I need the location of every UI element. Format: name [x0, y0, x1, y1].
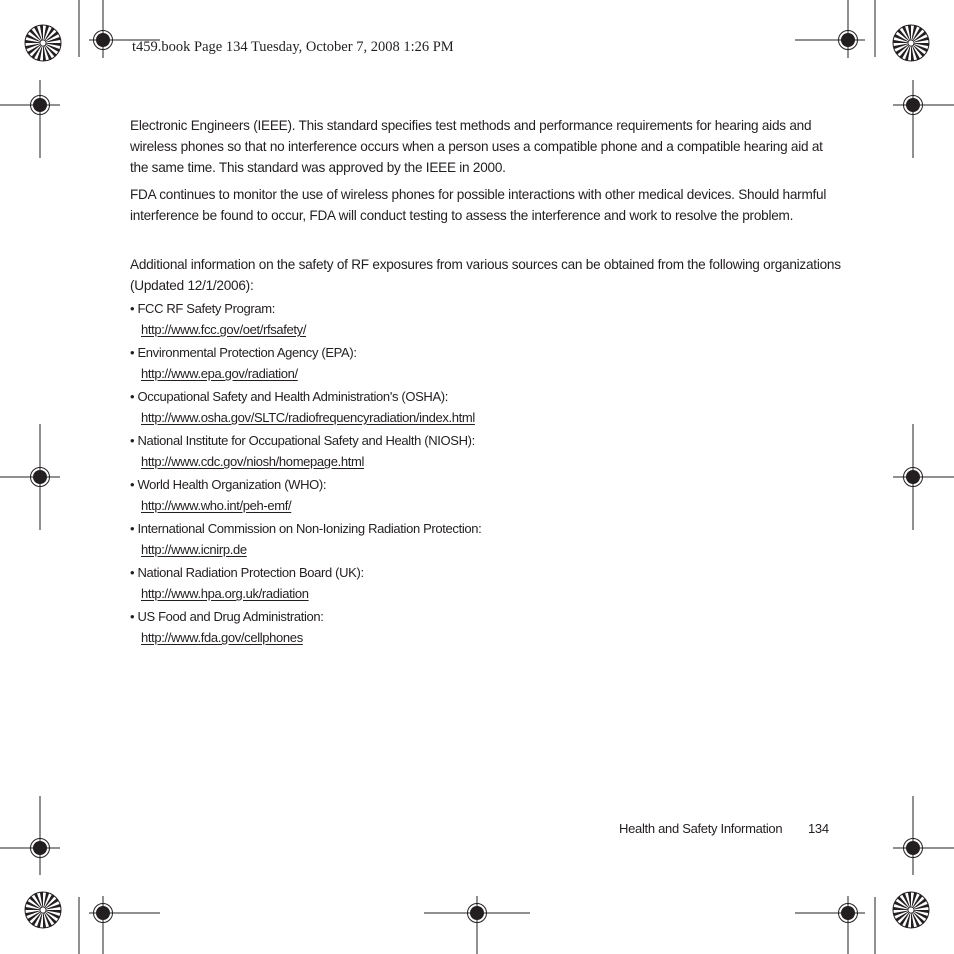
registration-quadrant [906, 848, 913, 855]
organization-link[interactable]: http://www.icnirp.de [141, 542, 247, 557]
organization-label: • FCC RF Safety Program: [130, 301, 275, 316]
registration-quadrant [841, 33, 848, 40]
registration-quadrant [906, 470, 913, 477]
registration-quadrant [103, 33, 110, 40]
registration-quadrant [40, 477, 47, 484]
organization-list [130, 298, 850, 650]
registration-quadrant [841, 40, 848, 47]
registration-quadrant [96, 33, 103, 40]
registration-quadrant [470, 906, 477, 913]
list-item [130, 386, 850, 430]
registration-quadrant [841, 913, 848, 920]
registration-quadrant [906, 98, 913, 105]
registration-quadrant [103, 40, 110, 47]
registration-quadrant [40, 98, 47, 105]
organization-label: • National Institute for Occupational Safety and Health (NIOSH): [130, 433, 475, 448]
list-item [130, 518, 850, 562]
list-item [130, 606, 850, 650]
organization-label: • Environmental Protection Agency (EPA): [130, 345, 357, 360]
registration-quadrant [96, 40, 103, 47]
registration-quadrant [913, 848, 920, 855]
registration-quadrant [103, 913, 110, 920]
organization-label: • International Commission on Non-Ionizing Radiation Protection: [130, 521, 482, 536]
organization-link[interactable]: http://www.hpa.org.uk/radiation [141, 586, 309, 601]
registration-quadrant [33, 98, 40, 105]
paragraph-additional-info: Additional information on the safety of RF exposures from various sources can be obtained from the following organizations (Updated 12/1/2006): [130, 257, 841, 293]
organization-link[interactable]: http://www.epa.gov/radiation/ [141, 366, 298, 381]
organization-label: • US Food and Drug Administration: [130, 609, 324, 624]
registration-quadrant [913, 477, 920, 484]
list-item [130, 562, 850, 606]
registration-quadrant [33, 477, 40, 484]
organization-link[interactable]: http://www.cdc.gov/niosh/homepage.html [141, 454, 364, 469]
registration-quadrant [848, 913, 855, 920]
registration-quadrant [913, 470, 920, 477]
registration-quadrant [848, 40, 855, 47]
organization-link[interactable]: http://www.fcc.gov/oet/rfsafety/ [141, 322, 307, 337]
organization-label: • National Radiation Protection Board (UK): [130, 565, 364, 580]
list-item [130, 342, 850, 386]
registration-quadrant [906, 105, 913, 112]
registration-quadrant [96, 906, 103, 913]
registration-quadrant [33, 105, 40, 112]
registration-quadrant [848, 33, 855, 40]
list-item [130, 474, 850, 518]
organization-link[interactable]: http://www.fda.gov/cellphones [141, 630, 303, 645]
footer-page-number: 134 [808, 821, 829, 836]
list-item [130, 430, 850, 474]
registration-quadrant [913, 841, 920, 848]
registration-quadrant [33, 848, 40, 855]
star-target-center [908, 907, 914, 913]
organization-link[interactable]: http://www.who.int/peh-emf/ [141, 498, 292, 513]
organization-label: • Occupational Safety and Health Administration's (OSHA): [130, 389, 449, 404]
registration-quadrant [40, 105, 47, 112]
star-target-center [40, 40, 46, 46]
registration-quadrant [33, 841, 40, 848]
registration-quadrant [477, 913, 484, 920]
organization-label: • World Health Organization (WHO): [130, 477, 327, 492]
slug-line: t459.book Page 134 Tuesday, October 7, 2008 1:26 PM [132, 39, 454, 55]
footer-section-title: Health and Safety Information [619, 821, 783, 836]
star-target-center [40, 907, 46, 913]
registration-quadrant [848, 906, 855, 913]
registration-quadrant [40, 848, 47, 855]
registration-quadrant [103, 906, 110, 913]
star-target-center [908, 40, 914, 46]
registration-quadrant [40, 470, 47, 477]
registration-quadrant [906, 841, 913, 848]
registration-quadrant [470, 913, 477, 920]
registration-quadrant [913, 105, 920, 112]
registration-quadrant [841, 906, 848, 913]
registration-quadrant [477, 906, 484, 913]
registration-quadrant [33, 470, 40, 477]
registration-quadrant [96, 913, 103, 920]
registration-quadrant [913, 98, 920, 105]
organization-link[interactable]: http://www.osha.gov/SLTC/radiofrequencyradiation/index.html [141, 410, 475, 425]
registration-quadrant [40, 841, 47, 848]
registration-quadrant [906, 477, 913, 484]
paragraph-fda: FDA continues to monitor the use of wireless phones for possible interactions with other medical devices. Should harmful interference be found to occur, FDA will conduct testing to assess the interference and work to resolve the problem. [130, 187, 827, 223]
list-item [130, 298, 850, 342]
paragraph-ieee: Electronic Engineers (IEEE). This standard specifies test methods and performance requirements for hearing aids and wireless phones so that no interference occurs when a person uses a compatible phone and a compatible hearing aid at the same time. This standard was approved by the IEEE in 2000. [130, 118, 823, 175]
